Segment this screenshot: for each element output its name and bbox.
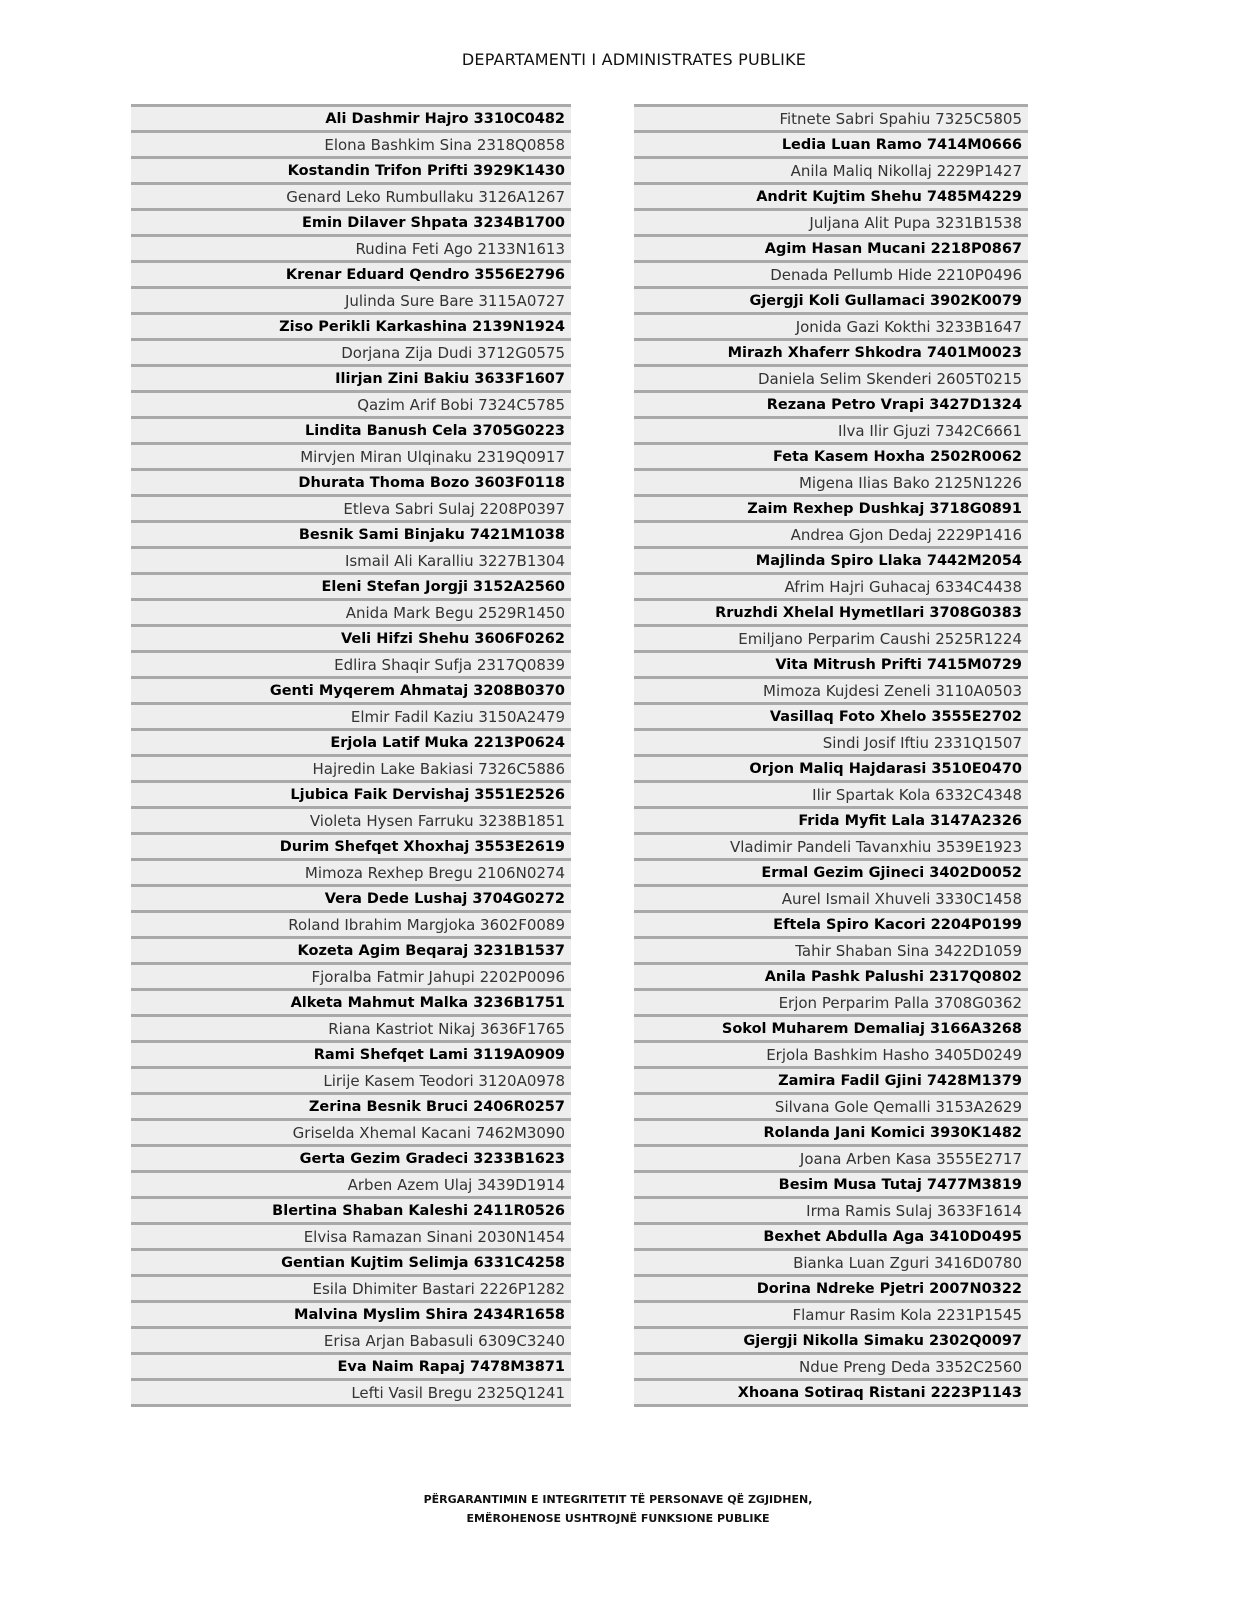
list-item: Mirazh Xhaferr Shkodra 7401M0023: [634, 338, 1028, 364]
list-item: Krenar Eduard Qendro 3556E2796: [131, 260, 571, 286]
list-item: Orjon Maliq Hajdarasi 3510E0470: [634, 754, 1028, 780]
list-item: Kostandin Trifon Prifti 3929K1430: [131, 156, 571, 182]
list-item: Vera Dede Lushaj 3704G0272: [131, 884, 571, 910]
list-item: Erjola Bashkim Hasho 3405D0249: [634, 1040, 1028, 1066]
list-item: Denada Pellumb Hide 2210P0496: [634, 260, 1028, 286]
list-item: Durim Shefqet Xhoxhaj 3553E2619: [131, 832, 571, 858]
list-item: Ermal Gezim Gjineci 3402D0052: [634, 858, 1028, 884]
list-item: Sindi Josif Iftiu 2331Q1507: [634, 728, 1028, 754]
list-item: Silvana Gole Qemalli 3153A2629: [634, 1092, 1028, 1118]
list-item: Genti Myqerem Ahmataj 3208B0370: [131, 676, 571, 702]
list-item: Rolanda Jani Komici 3930K1482: [634, 1118, 1028, 1144]
list-item: Lirije Kasem Teodori 3120A0978: [131, 1066, 571, 1092]
list-item: Dorjana Zija Dudi 3712G0575: [131, 338, 571, 364]
list-item: Dorina Ndreke Pjetri 2007N0322: [634, 1274, 1028, 1300]
list-item: Bianka Luan Zguri 3416D0780: [634, 1248, 1028, 1274]
list-item: Lindita Banush Cela 3705G0223: [131, 416, 571, 442]
list-item: Sokol Muharem Demaliaj 3166A3268: [634, 1014, 1028, 1040]
list-item: Joana Arben Kasa 3555E2717: [634, 1144, 1028, 1170]
list-item: Griselda Xhemal Kacani 7462M3090: [131, 1118, 571, 1144]
list-item: Etleva Sabri Sulaj 2208P0397: [131, 494, 571, 520]
list-item: Ilir Spartak Kola 6332C4348: [634, 780, 1028, 806]
list-item: Erisa Arjan Babasuli 6309C3240: [131, 1326, 571, 1352]
list-item: Elmir Fadil Kaziu 3150A2479: [131, 702, 571, 728]
list-item: Edlira Shaqir Sufja 2317Q0839: [131, 650, 571, 676]
list-item: Emiljano Perparim Caushi 2525R1224: [634, 624, 1028, 650]
list-item: Zerina Besnik Bruci 2406R0257: [131, 1092, 571, 1118]
list-item: Ilva Ilir Gjuzi 7342C6661: [634, 416, 1028, 442]
list-item: Frida Myfit Lala 3147A2326: [634, 806, 1028, 832]
list-item: Lefti Vasil Bregu 2325Q1241: [131, 1378, 571, 1407]
list-item: Eleni Stefan Jorgji 3152A2560: [131, 572, 571, 598]
list-item: Zaim Rexhep Dushkaj 3718G0891: [634, 494, 1028, 520]
list-item: Arben Azem Ulaj 3439D1914: [131, 1170, 571, 1196]
list-item: Zamira Fadil Gjini 7428M1379: [634, 1066, 1028, 1092]
list-item: Ljubica Faik Dervishaj 3551E2526: [131, 780, 571, 806]
page-title: DEPARTAMENTI I ADMINISTRATES PUBLIKE: [461, 50, 807, 69]
list-item: Xhoana Sotiraq Ristani 2223P1143: [634, 1378, 1028, 1407]
list-item: Gentian Kujtim Selimja 6331C4258: [131, 1248, 571, 1274]
list-item: Tahir Shaban Sina 3422D1059: [634, 936, 1028, 962]
list-item: Elvisa Ramazan Sinani 2030N1454: [131, 1222, 571, 1248]
list-item: Vasillaq Foto Xhelo 3555E2702: [634, 702, 1028, 728]
list-item: Majlinda Spiro Llaka 7442M2054: [634, 546, 1028, 572]
list-item: Afrim Hajri Guhacaj 6334C4438: [634, 572, 1028, 598]
list-item: Juljana Alit Pupa 3231B1538: [634, 208, 1028, 234]
list-item: Rezana Petro Vrapi 3427D1324: [634, 390, 1028, 416]
list-item: Besim Musa Tutaj 7477M3819: [634, 1170, 1028, 1196]
list-item: Mimoza Rexhep Bregu 2106N0274: [131, 858, 571, 884]
list-item: Gerta Gezim Gradeci 3233B1623: [131, 1144, 571, 1170]
list-item: Anila Pashk Palushi 2317Q0802: [634, 962, 1028, 988]
list-item: Veli Hifzi Shehu 3606F0262: [131, 624, 571, 650]
list-item: Mirvjen Miran Ulqinaku 2319Q0917: [131, 442, 571, 468]
list-item: Erjola Latif Muka 2213P0624: [131, 728, 571, 754]
list-item: Migena Ilias Bako 2125N1226: [634, 468, 1028, 494]
list-item: Kozeta Agim Beqaraj 3231B1537: [131, 936, 571, 962]
footer-line-1: PËRGARANTIMIN E INTEGRITETIT TË PERSONAVE QË ZGJIDHEN,: [423, 1493, 813, 1506]
list-item: Flamur Rasim Kola 2231P1545: [634, 1300, 1028, 1326]
list-item: Bexhet Abdulla Aga 3410D0495: [634, 1222, 1028, 1248]
list-item: Fjoralba Fatmir Jahupi 2202P0096: [131, 962, 571, 988]
list-item: Hajredin Lake Bakiasi 7326C5886: [131, 754, 571, 780]
list-item: Violeta Hysen Farruku 3238B1851: [131, 806, 571, 832]
list-item: Blertina Shaban Kaleshi 2411R0526: [131, 1196, 571, 1222]
list-item: Riana Kastriot Nikaj 3636F1765: [131, 1014, 571, 1040]
list-item: Gjergji Nikolla Simaku 2302Q0097: [634, 1326, 1028, 1352]
list-item: Julinda Sure Bare 3115A0727: [131, 286, 571, 312]
list-item: Feta Kasem Hoxha 2502R0062: [634, 442, 1028, 468]
list-item: Rudina Feti Ago 2133N1613: [131, 234, 571, 260]
list-item: Esila Dhimiter Bastari 2226P1282: [131, 1274, 571, 1300]
list-item: Anida Mark Begu 2529R1450: [131, 598, 571, 624]
footer: [0, 1490, 1236, 1528]
list-item: Jonida Gazi Kokthi 3233B1647: [634, 312, 1028, 338]
list-item: Anila Maliq Nikollaj 2229P1427: [634, 156, 1028, 182]
list-item: Ilirjan Zini Bakiu 3633F1607: [131, 364, 571, 390]
list-item: Irma Ramis Sulaj 3633F1614: [634, 1196, 1028, 1222]
list-item: Qazim Arif Bobi 7324C5785: [131, 390, 571, 416]
list-item: Ismail Ali Karalliu 3227B1304: [131, 546, 571, 572]
list-item: Erjon Perparim Palla 3708G0362: [634, 988, 1028, 1014]
list-item: Besnik Sami Binjaku 7421M1038: [131, 520, 571, 546]
list-item: Ledia Luan Ramo 7414M0666: [634, 130, 1028, 156]
list-item: Rami Shefqet Lami 3119A0909: [131, 1040, 571, 1066]
list-item: Dhurata Thoma Bozo 3603F0118: [131, 468, 571, 494]
list-item: Andrea Gjon Dedaj 2229P1416: [634, 520, 1028, 546]
list-item: Genard Leko Rumbullaku 3126A1267: [131, 182, 571, 208]
list-item: Malvina Myslim Shira 2434R1658: [131, 1300, 571, 1326]
list-item: Roland Ibrahim Margjoka 3602F0089: [131, 910, 571, 936]
footer-line-2: EMËROHENOSE USHTROJNË FUNKSIONE PUBLIKE: [466, 1512, 770, 1525]
list-item: Gjergji Koli Gullamaci 3902K0079: [634, 286, 1028, 312]
list-item: Ndue Preng Deda 3352C2560: [634, 1352, 1028, 1378]
left-name-column: [131, 104, 571, 1407]
list-item: Eftela Spiro Kacori 2204P0199: [634, 910, 1028, 936]
list-item: Aurel Ismail Xhuveli 3330C1458: [634, 884, 1028, 910]
right-name-column: [634, 104, 1028, 1407]
list-item: Andrit Kujtim Shehu 7485M4229: [634, 182, 1028, 208]
list-item: Ali Dashmir Hajro 3310C0482: [131, 104, 571, 130]
list-item: Alketa Mahmut Malka 3236B1751: [131, 988, 571, 1014]
list-item: Eva Naim Rapaj 7478M3871: [131, 1352, 571, 1378]
list-item: Rruzhdi Xhelal Hymetllari 3708G0383: [634, 598, 1028, 624]
list-item: Agim Hasan Mucani 2218P0867: [634, 234, 1028, 260]
list-item: Emin Dilaver Shpata 3234B1700: [131, 208, 571, 234]
list-item: Vita Mitrush Prifti 7415M0729: [634, 650, 1028, 676]
list-item: Daniela Selim Skenderi 2605T0215: [634, 364, 1028, 390]
list-item: Vladimir Pandeli Tavanxhiu 3539E1923: [634, 832, 1028, 858]
list-item: Fitnete Sabri Spahiu 7325C5805: [634, 104, 1028, 130]
list-item: Ziso Perikli Karkashina 2139N1924: [131, 312, 571, 338]
list-item: Elona Bashkim Sina 2318Q0858: [131, 130, 571, 156]
list-item: Mimoza Kujdesi Zeneli 3110A0503: [634, 676, 1028, 702]
